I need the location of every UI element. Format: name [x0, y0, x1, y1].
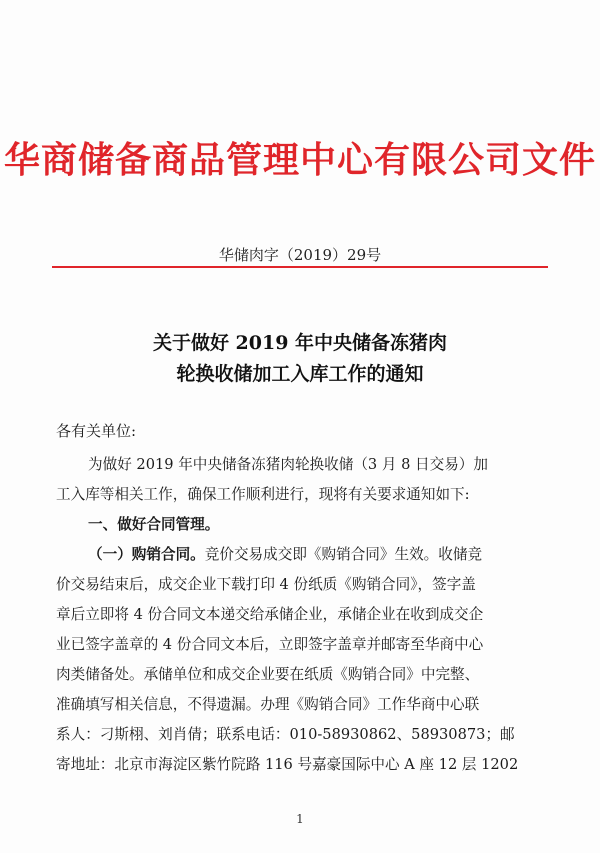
body-line: 工入库等相关工作，确保工作顺利进行，现将有关要求通知如下: — [56, 486, 470, 503]
subsection-heading: （一）购销合同。 — [88, 546, 205, 563]
red-divider-line — [52, 266, 548, 268]
notice-title-line-2: 轮换收储加工入库工作的通知 — [176, 363, 424, 385]
salutation: 各有关单位: — [56, 422, 137, 440]
body-line: 章后立即将 4 份合同文本递交给承储企业，承储企业在收到成交企 — [56, 606, 484, 623]
body-line: 为做好 2019 年中央储备冻猪肉轮换收储（3 月 8 日交易）加 — [88, 456, 488, 473]
body-line: 系人：刁斯栩、刘肖倩；联系电话：010-58930862、58930873；邮 — [56, 726, 515, 743]
section-heading: 一、做好合同管理。 — [88, 516, 220, 533]
body-line — [88, 543, 546, 564]
notice-title-line-1: 关于做好 2019 年中央储备冻猪肉 — [152, 332, 448, 354]
body-line: 业已签字盖章的 4 份合同文本后，立即签字盖章并邮寄至华商中心 — [56, 636, 484, 653]
body-text: 竞价交易成交即《购销合同》生效。收储竞 — [204, 546, 483, 563]
body-line: 肉类储备处。承储单位和成交企业要在纸质《购销合同》中完整、 — [56, 666, 480, 683]
document-number: 华储肉字（2019）29号 — [218, 246, 382, 264]
page-number: 1 — [296, 812, 304, 826]
body-line: 准确填写相关信息，不得遗漏。办理《购销合同》工作华商中心联 — [56, 696, 480, 713]
letterhead-title: 华商储备商品管理中心有限公司文件 — [3, 140, 596, 181]
body-line: 价交易结束后，成交企业下载打印 4 份纸质《购销合同》，签字盖 — [56, 576, 476, 593]
body-line: 寄地址：北京市海淀区紫竹院路 116 号嘉豪国际中心 A 座 12 层 1202 — [56, 756, 519, 773]
